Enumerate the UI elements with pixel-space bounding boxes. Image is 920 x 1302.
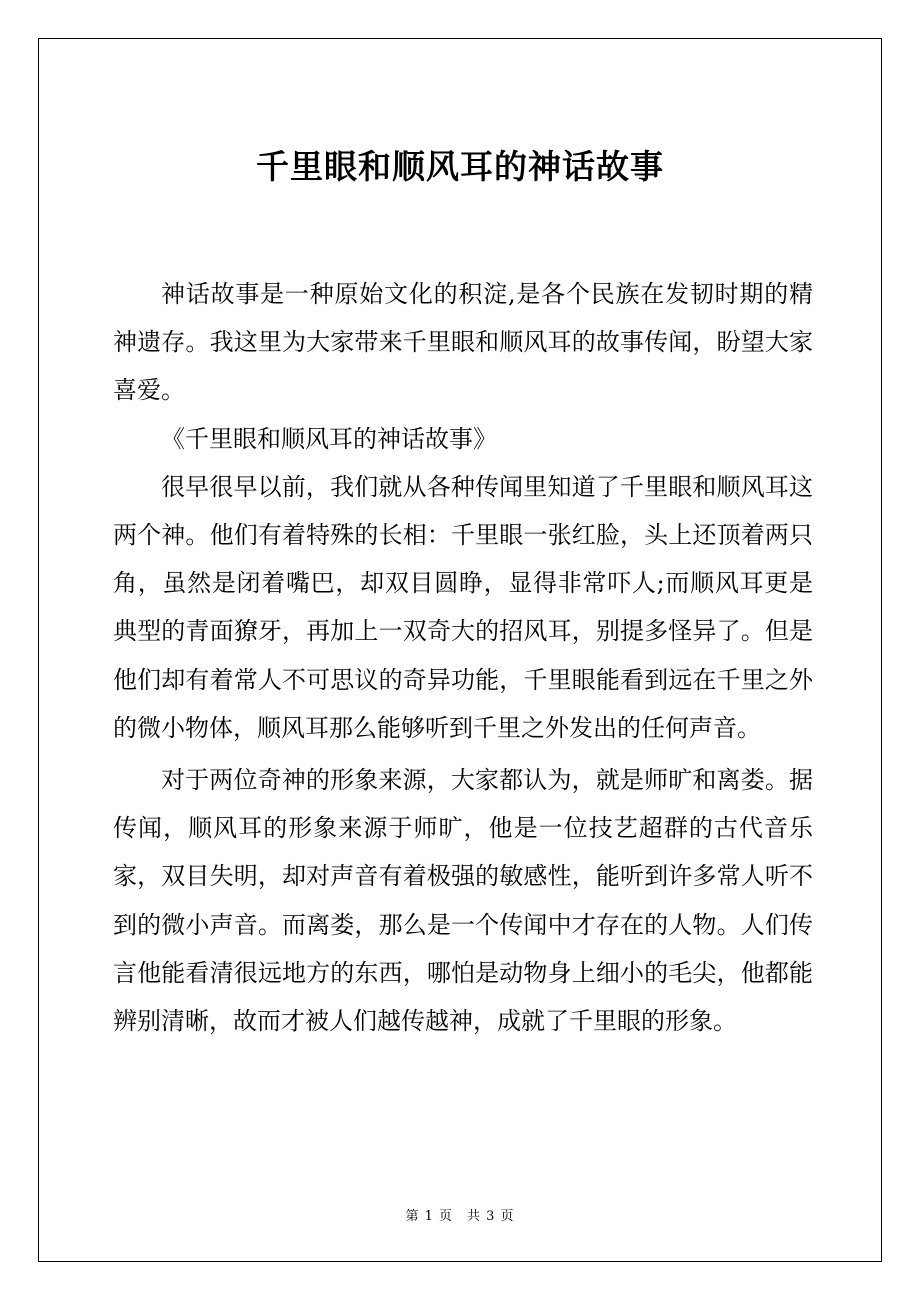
- paragraph-appearance: 很早很早以前，我们就从各种传闻里知道了千里眼和顺风耳这两个神。他们有着特殊的长相：千里眼一张红脸，头上还顶着两只角，虽然是闭着嘴巴，却双目圆睁，显得非常吓人;而顺风耳更是典型的青面獠牙，再加上一双奇大的招风耳，别提多怪异了。但是他们却有着常人不可思议的奇异功能，千里眼能看到远在千里之外的微小物体，顺风耳那么能够听到千里之外发出的任何声音。: [113, 472, 813, 742]
- page-number-footer: 第 1 页 共 3 页: [405, 1209, 515, 1224]
- document-title: 千里眼和顺风耳的神话故事: [256, 147, 664, 186]
- paragraph-subtitle: 《千里眼和顺风耳的神话故事》: [161, 424, 497, 453]
- paragraph-intro: 神话故事是一种原始文化的积淀,是各个民族在发韧时期的精神遗存。我这里为大家带来千里眼和顺风耳的故事传闻，盼望大家喜爱。: [113, 280, 813, 405]
- document-body: [113, 270, 813, 1045]
- paragraph-origin: 对于两位奇神的形象来源，大家都认为，就是师旷和离娄。据传闻，顺风耳的形象来源于师旷，他是一位技艺超群的古代音乐家，双目失明，却对声音有着极强的敏感性，能听到许多常人听不到的微小声音。而离娄，那么是一个传闻中才存在的人物。人们传言他能看清很远地方的东西，哪怕是动物身上细小的毛尖，他都能辨别清晰，故而才被人们越传越神，成就了千里眼的形象。: [113, 766, 813, 1036]
